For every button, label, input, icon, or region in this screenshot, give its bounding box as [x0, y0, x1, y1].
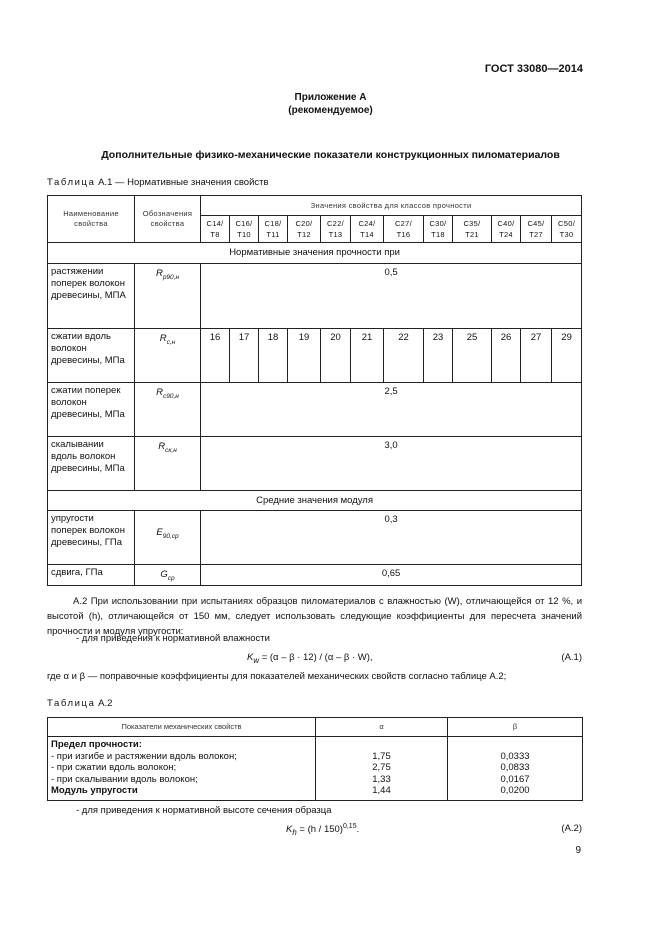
- class-value: 29: [552, 329, 582, 383]
- strength-class: C20/ T12: [288, 216, 321, 243]
- section-heading: Дополнительные физико-механические показатели конструкционных пиломатериалов: [101, 149, 560, 161]
- class-value: 25: [453, 329, 492, 383]
- annex-title: Приложение А: [294, 92, 367, 103]
- table2-caption: [47, 698, 112, 709]
- header-designation: Обозначения свойства: [135, 196, 201, 243]
- strength-class: C22/ T13: [321, 216, 351, 243]
- class-value: 23: [424, 329, 453, 383]
- alpha-value: 2,75: [372, 762, 391, 773]
- header-alpha: α: [316, 718, 448, 737]
- strength-class: C45/ T27: [521, 216, 552, 243]
- coefficients-table: [47, 717, 583, 801]
- header-values: Значения свойства для классов прочности: [201, 196, 582, 216]
- table1-caption-text: А.1 — Нормативные значения свойств: [98, 177, 269, 188]
- property-symbol: $R_{p90,н}$: [135, 264, 201, 329]
- beta-value: 0,0333: [500, 750, 530, 762]
- property-name: сжатии поперек волокон древесины, МПа: [48, 383, 135, 437]
- alpha-value: 1,33: [372, 773, 391, 785]
- section-strength: Нормативные значения прочности при: [48, 243, 582, 264]
- alpha-cell: [316, 737, 448, 801]
- strength-class: C18/ T11: [259, 216, 288, 243]
- property-name: упругости поперек волокон древесины, ГПа: [48, 511, 135, 565]
- class-value: 19: [288, 329, 321, 383]
- strength-class: C35/ T21: [453, 216, 492, 243]
- property-symbol: $G_{ср}$: [135, 565, 201, 586]
- equation-number-a1: (A.1): [561, 652, 582, 663]
- property-symbol: $R_{ск,н}$: [135, 437, 201, 491]
- beta-value: 0,0167: [500, 773, 530, 785]
- property-name: сдвига, ГПа: [48, 565, 135, 586]
- beta-value: 0,0200: [500, 785, 530, 796]
- class-value: 22: [384, 329, 424, 383]
- indicators-cell: [48, 737, 316, 801]
- page-number: 9: [575, 845, 581, 856]
- property-name: скалывании вдоль волокон древесины, МПа: [48, 437, 135, 491]
- table2-caption-text: А.2: [98, 698, 113, 709]
- property-value: 0,5: [201, 264, 582, 329]
- table-row: Предел прочности:: [51, 739, 142, 750]
- height-item: - для приведения к нормативной высоте сечения образца: [76, 805, 332, 816]
- header-property-name: Наименование свойства: [48, 196, 135, 243]
- header-indicator: Показатели механических свойств: [48, 718, 316, 737]
- standard-number: ГОСТ 33080—2014: [484, 63, 583, 75]
- table1-caption: [47, 177, 269, 188]
- strength-class: C27/ T16: [384, 216, 424, 243]
- property-symbol: $R_{с90,н}$: [135, 383, 201, 437]
- section-modulus: Средние значения модуля: [48, 491, 582, 511]
- alpha-value: 1,75: [372, 750, 391, 762]
- formula-a2: $K_h = (h / 150)^{0,15}$.: [286, 823, 360, 838]
- properties-table: [47, 195, 582, 586]
- class-value: 17: [230, 329, 259, 383]
- strength-class: C40/ T24: [492, 216, 521, 243]
- property-value: 2,5: [201, 383, 582, 437]
- strength-class: C30/ T18: [424, 216, 453, 243]
- table1-caption-label: Таблица: [47, 177, 96, 188]
- table2-caption-label: Таблица: [47, 698, 96, 709]
- property-name: растяжении поперек волокон древесины, МПА: [48, 264, 135, 329]
- strength-class: C24/ T14: [351, 216, 384, 243]
- header-beta: β: [448, 718, 583, 737]
- moisture-item: - для приведения к нормативной влажности: [76, 633, 270, 644]
- where-text: где α и β — поправочные коэффициенты для показателей механических свойств согласно таблице А.2;: [47, 671, 507, 682]
- beta-value: 0,0833: [500, 762, 530, 773]
- class-value: 16: [201, 329, 230, 383]
- beta-cell: [448, 737, 583, 801]
- property-symbol: $R_{с,н}$: [135, 329, 201, 383]
- alpha-value: 1,44: [372, 785, 391, 796]
- property-value: 3,0: [201, 437, 582, 491]
- table-row: - при скалывании вдоль волокон;: [51, 773, 198, 785]
- property-value: 0,65: [201, 565, 582, 586]
- property-symbol: $E_{90,ср}$: [135, 511, 201, 565]
- table-row: - при изгибе и растяжении вдоль волокон;: [51, 750, 237, 762]
- formula-a1: $K_w = (\alpha - \beta \cdot 12) / (\alpha - \beta \cdot W)$,: [247, 652, 373, 665]
- strength-class: C16/ T10: [230, 216, 259, 243]
- class-value: 18: [259, 329, 288, 383]
- property-value: 0,3: [201, 511, 582, 565]
- table-row: - при сжатии вдоль волокон;: [51, 762, 177, 773]
- strength-class: C50/ T30: [552, 216, 582, 243]
- annex-subtitle: (рекомендуемое): [288, 105, 373, 116]
- note-paragraph: А.2 При использовании при испытаниях образцов пиломатериалов с влажностью (W), отличающейся от 12 %, и высотой (h), отличающейся от 150 мм, следует использовать следующие коэффициенты для пересчета значений прочности и модуля упругости:: [47, 596, 582, 637]
- class-value: 20: [321, 329, 351, 383]
- equation-number-a2: (A.2): [561, 823, 582, 834]
- class-value: 26: [492, 329, 521, 383]
- class-value: 27: [521, 329, 552, 383]
- table-row: Модуль упругости: [51, 785, 138, 796]
- property-name: сжатии вдоль волокон древесины, МПа: [48, 329, 135, 383]
- class-value: 21: [351, 329, 384, 383]
- strength-class: C14/ T8: [201, 216, 230, 243]
